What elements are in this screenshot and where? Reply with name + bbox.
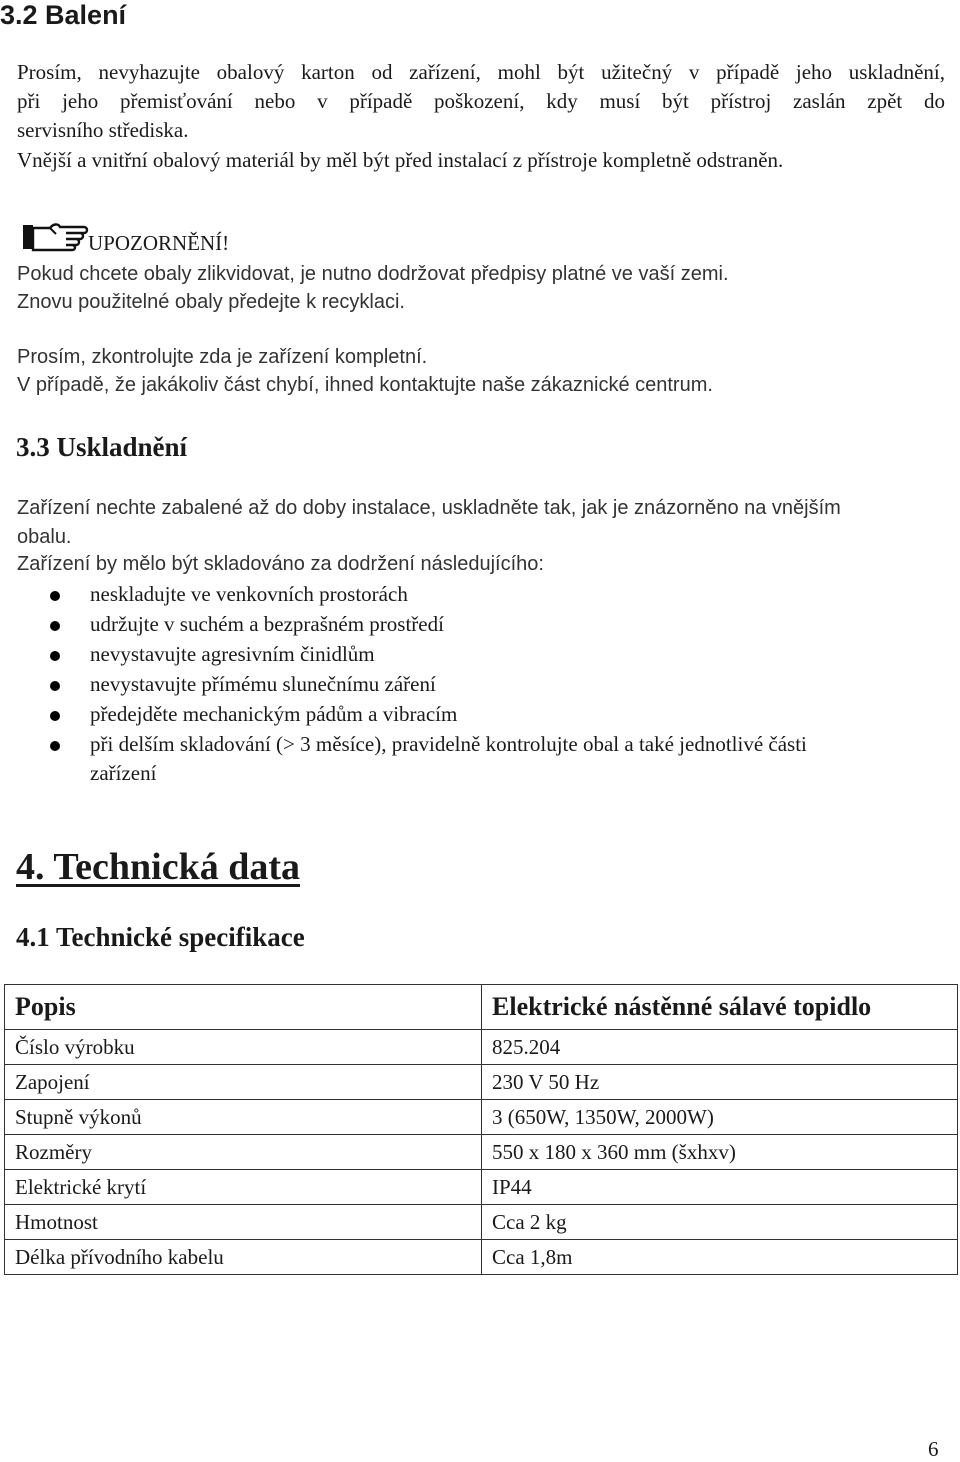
table-row [5, 1100, 958, 1135]
table-cell-label: Číslo výrobku [5, 1030, 482, 1065]
storage-intro-2: Zařízení by mělo být skladováno za dodržení následujícího: [17, 553, 544, 575]
table-row [5, 1065, 958, 1100]
warning-label: UPOZORNĚNÍ! [88, 231, 230, 255]
table-cell-value: Cca 2 kg [482, 1205, 958, 1240]
bullet-dot [50, 651, 60, 661]
table-cell-value: IP44 [482, 1170, 958, 1205]
bullet-dot [50, 711, 60, 721]
technical-spec-table [4, 984, 958, 1275]
table-row [5, 1135, 958, 1170]
storage-intro-line-2: obalu. [17, 526, 72, 548]
bullet-dot [50, 681, 60, 691]
table-row [5, 1205, 958, 1240]
table-cell-value: 230 V 50 Hz [482, 1065, 958, 1100]
section-3-2-heading: 3.2 Balení [0, 0, 127, 30]
section-3-3-heading: 3.3 Uskladnění [16, 432, 188, 462]
completeness-check-line-2: V případě, že jakákoliv část chybí, ihned kontaktujte naše zákaznické centrum. [17, 374, 713, 396]
table-header-cell: Popis [5, 985, 482, 1030]
packaging-paragraph-line-1: Prosím, nevyhazujte obalový karton od zařízení, mohl být užitečný v případě jeho uskladnění, [17, 60, 945, 84]
table-row [5, 1240, 958, 1275]
list-item: neskladujte ve venkovních prostorách [90, 582, 408, 606]
section-4-1-heading: 4.1 Technické specifikace [16, 922, 305, 952]
warning-line-2: Znovu použitelné obaly předejte k recyklaci. [17, 291, 405, 313]
table-cell-label: Zapojení [5, 1065, 482, 1100]
storage-intro-line-1: Zařízení nechte zabalené až do doby instalace, uskladněte tak, jak je znázorněno na vnějším [17, 497, 841, 519]
page-number: 6 [928, 1437, 939, 1461]
table-cell-value: Cca 1,8m [482, 1240, 958, 1275]
table-row [5, 1030, 958, 1065]
list-item-line-2: zařízení [90, 761, 157, 785]
table-cell-label: Rozměry [5, 1135, 482, 1170]
bullet-dot [50, 591, 60, 601]
list-item: nevystavujte agresivním činidlům [90, 642, 375, 666]
bullet-dot [50, 741, 60, 751]
list-item-line-1: při delším skladování (> 3 měsíce), pravidelně kontrolujte obal a také jednotlivé části [90, 732, 807, 756]
pointing-hand-icon [20, 220, 90, 256]
section-4-heading: 4. Technická data [16, 846, 301, 888]
packaging-paragraph-line-2: při jeho přemisťování nebo v případě poškození, kdy musí být přístroj zaslán zpět do [17, 89, 945, 113]
table-cell-label: Délka přívodního kabelu [5, 1240, 482, 1275]
bullet-dot [50, 621, 60, 631]
table-header-cell: Elektrické nástěnné sálavé topidlo [482, 985, 958, 1030]
packaging-removal-paragraph: Vnější a vnitřní obalový materiál by měl být před instalací z přístroje kompletně odstraněn. [17, 148, 784, 172]
warning-line-1: Pokud chcete obaly zlikvidovat, je nutno dodržovat předpisy platné ve vaší zemi. [17, 263, 729, 285]
table-header-row [5, 985, 958, 1030]
packaging-paragraph-line-3: servisního střediska. [17, 118, 189, 142]
table-cell-value: 3 (650W, 1350W, 2000W) [482, 1100, 958, 1135]
table-cell-label: Hmotnost [5, 1205, 482, 1240]
table-cell-label: Stupně výkonů [5, 1100, 482, 1135]
completeness-check-line-1: Prosím, zkontrolujte zda je zařízení kompletní. [17, 346, 428, 368]
list-item: nevystavujte přímému slunečnímu záření [90, 672, 436, 696]
list-item: předejděte mechanickým pádům a vibracím [90, 702, 458, 726]
list-item: udržujte v suchém a bezprašném prostředí [90, 612, 444, 636]
table-cell-value: 550 x 180 x 360 mm (šxhxv) [482, 1135, 958, 1170]
table-cell-label: Elektrické krytí [5, 1170, 482, 1205]
table-row [5, 1170, 958, 1205]
table-cell-value: 825.204 [482, 1030, 958, 1065]
